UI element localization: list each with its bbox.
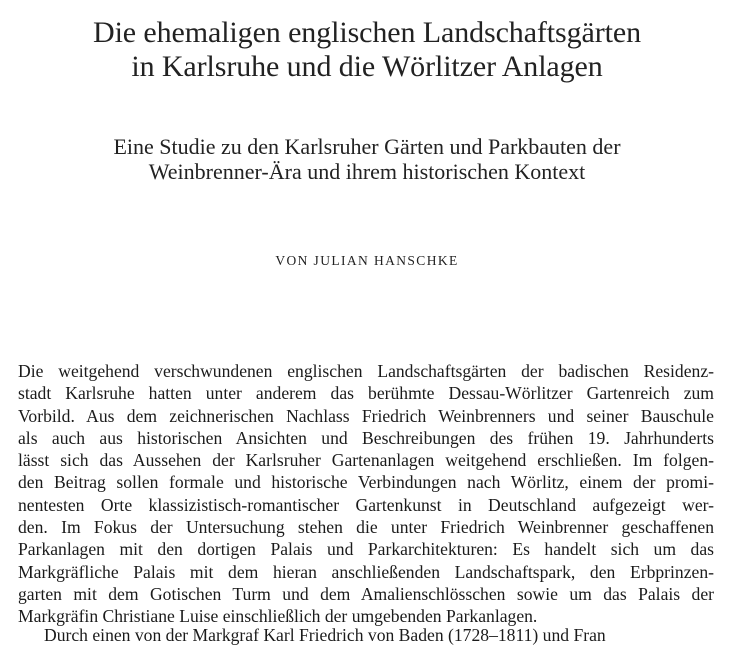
abstract-line: Markgräfin Christiane Luise einschließlich der umgebenden Parkanlagen. — [18, 606, 538, 627]
abstract-line: den. Im Fokus der Untersuchung stehen die unter Friedrich Weinbrenner geschaffenen — [18, 517, 714, 538]
partial-text-line: Durch einen von der Markgraf Karl Friedrich von Baden (1728–1811) und Fran — [44, 625, 606, 645]
abstract-line: als auch aus historischen Ansichten und Beschreibungen des frühen 19. Jahrhunderts — [18, 427, 714, 448]
abstract-line: den Beitrag sollen formale und historische Verbindungen nach Wörlitz, einem der promi- — [18, 472, 714, 493]
abstract-line: lässt sich das Aussehen der Karlsruher Gartenanlagen weitgehend erschließen. Im folgen- — [18, 450, 714, 471]
abstract-line: stadt Karlsruhe hatten unter anderem das berühmte Dessau-Wörlitzer Gartenreich zum — [18, 383, 714, 404]
abstract-line: garten mit dem Gotischen Turm und dem Amalienschlösschen sowie um das Palais der — [18, 583, 714, 604]
title-line-1: Die ehemaligen englischen Landschaftsgärten — [93, 16, 641, 49]
abstract-line: nentesten Orte klassizistisch-romantischer Gartenkunst in Deutschland aufgezeigt wer- — [18, 494, 714, 515]
abstract-paragraph — [18, 360, 714, 628]
author-byline: VON JULIAN HANSCHKE — [275, 253, 459, 268]
subtitle-line-1: Eine Studie zu den Karlsruher Gärten und Parkbauten der — [113, 134, 621, 159]
paper-title — [0, 16, 734, 84]
title-line-2: in Karlsruhe und die Wörlitzer Anlagen — [131, 50, 603, 83]
abstract-line: Die weitgehend verschwundenen englischen Landschaftsgärten der badischen Residenz- — [18, 361, 714, 381]
paper-subtitle — [0, 134, 734, 184]
subtitle-line-2: Weinbrenner-Ära und ihrem historischen Kontext — [148, 159, 586, 184]
abstract-line: Vorbild. Aus dem zeichnerischen Nachlass Friedrich Weinbrenners und seiner Bauschule — [18, 405, 714, 426]
cut-off-next-line — [18, 625, 714, 645]
abstract-line: Markgräfliche Palais mit dem hieran anschließenden Landschaftspark, den Erbprinzen- — [18, 561, 714, 582]
abstract-line: Parkanlagen mit den dortigen Palais und Parkarchitekturen: Es handelt sich um das — [18, 539, 714, 560]
